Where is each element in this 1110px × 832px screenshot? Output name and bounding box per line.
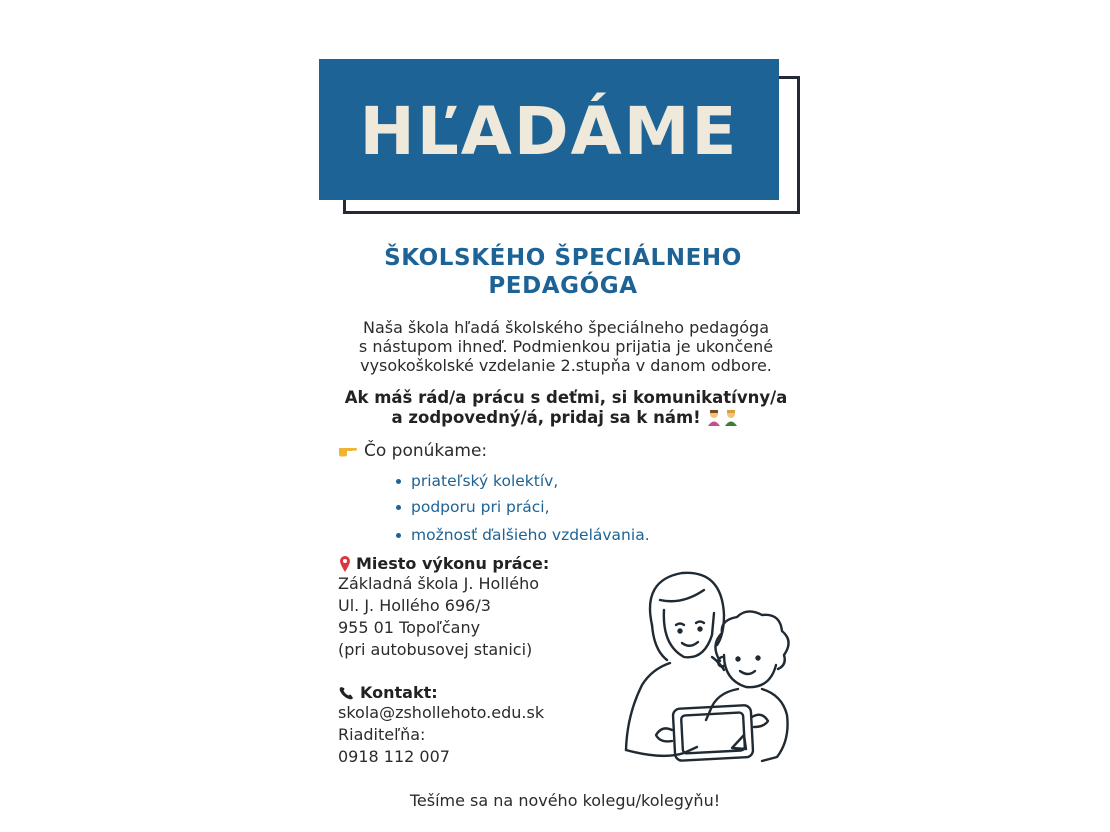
- list-item: [396, 522, 650, 548]
- contact-email[interactable]: skola@zshollehoto.edu.sk: [338, 703, 545, 722]
- callout-line-text: a zodpovedný/á, pridaj sa k nám!: [391, 408, 701, 427]
- intro-paragraph: [330, 318, 802, 375]
- offers-heading-label: Čo ponúkame:: [364, 441, 488, 461]
- banner: [319, 59, 779, 200]
- address-line: Ul. J. Hollého 696/3: [338, 596, 491, 615]
- workplace-section: [338, 554, 549, 661]
- position-title: [330, 244, 796, 300]
- contact-heading-label: Kontakt:: [360, 683, 438, 702]
- address-line: 955 01 Topoľčany: [338, 618, 481, 637]
- position-title-line2: PEDAGÓGA: [488, 273, 638, 299]
- address-line: Základná škola J. Hollého: [338, 574, 539, 593]
- bullet-icon: [396, 533, 401, 538]
- intro-line: s nástupom ihneď. Podmienkou prijatia je ukončené: [358, 337, 774, 356]
- callout-paragraph: [330, 388, 802, 428]
- banner-title: HĽADÁME: [359, 93, 739, 170]
- list-item: [396, 494, 650, 520]
- footer-text: Tešíme sa na nového kolegu/kolegyňu!: [409, 791, 721, 810]
- teachers-emoji-icon: [706, 408, 740, 426]
- list-item-label: podporu pri práci,: [411, 498, 550, 516]
- list-item-label: možnosť ďalšieho vzdelávania.: [411, 526, 650, 544]
- bullet-icon: [396, 505, 401, 510]
- phone-icon: [338, 685, 356, 701]
- intro-line: Naša škola hľadá školského špeciálneho pedagóga: [363, 318, 769, 337]
- workplace-heading-label: Miesto výkonu práce:: [356, 554, 550, 573]
- offers-list: [396, 468, 650, 548]
- bullet-icon: [396, 479, 401, 484]
- intro-line: vysokoškolské vzdelanie 2.stupňa v danom odbore.: [360, 356, 772, 375]
- contact-section: [338, 683, 544, 768]
- callout-line: Ak máš rád/a prácu s deťmi, si komunikatívny/a: [344, 388, 788, 407]
- pointing-hand-icon: [338, 442, 358, 461]
- workplace-heading: [338, 554, 549, 573]
- teacher-child-illustration: [612, 565, 802, 775]
- callout-line: [330, 408, 802, 428]
- list-item: [396, 468, 650, 494]
- offers-heading: [338, 441, 487, 461]
- contact-heading: [338, 683, 544, 702]
- contact-phone[interactable]: 0918 112 007: [338, 747, 450, 766]
- address-line: (pri autobusovej stanici): [338, 640, 533, 659]
- contact-label: Riaditeľňa:: [338, 725, 426, 744]
- list-item-label: priateľský kolektív,: [411, 472, 559, 490]
- location-pin-icon: [338, 555, 352, 573]
- position-title-line1: ŠKOLSKÉHO ŠPECIÁLNEHO: [384, 245, 742, 271]
